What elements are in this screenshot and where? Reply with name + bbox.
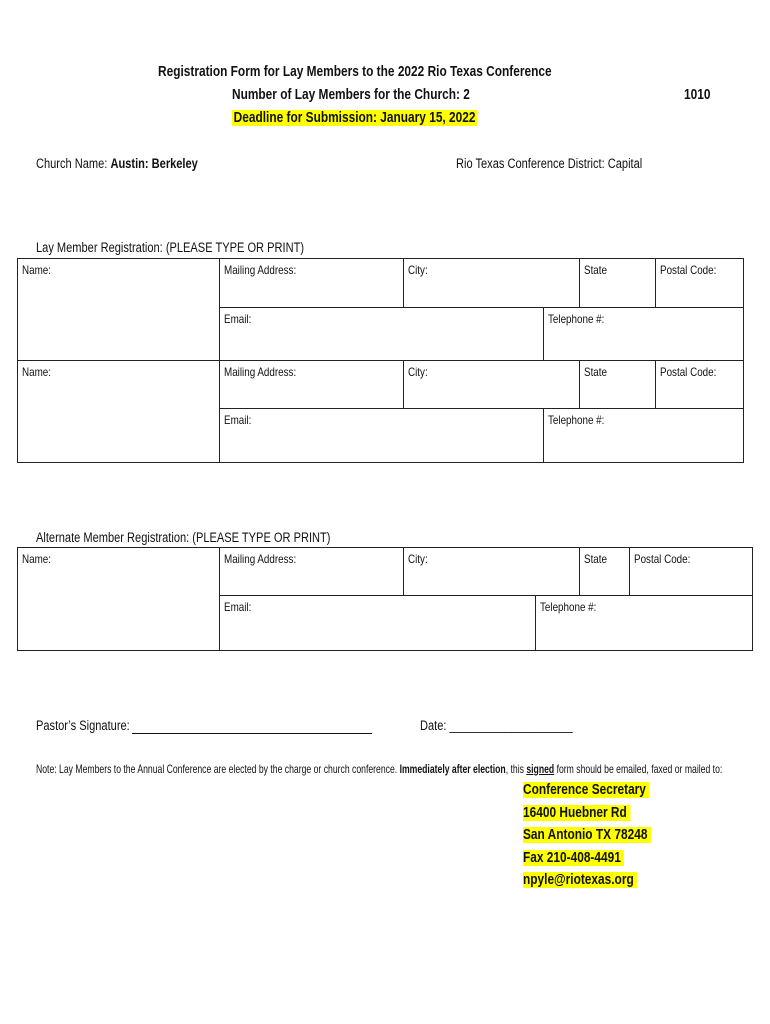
alternate-section-title: Alternate Member Registration: (PLEASE TYPE OR PRINT) [36, 530, 331, 545]
lay1-city-field[interactable]: City: [404, 259, 580, 308]
submission-note [36, 762, 722, 776]
note-suffix: form should be emailed, faxed or mailed to: [554, 762, 723, 776]
district-row [456, 156, 642, 171]
district-label: Rio Texas Conference District: [456, 156, 605, 171]
alt-mailing-field[interactable]: Mailing Address: [220, 548, 404, 596]
lay-section-title: Lay Member Registration: (PLEASE TYPE OR PRINT) [36, 240, 305, 255]
deadline: Deadline for Submission: January 15, 2022 [233, 110, 476, 126]
pastor-signature-label: Pastor’s Signature: [36, 718, 130, 733]
lay-member-count: Number of Lay Members for the Church: 2 [232, 87, 470, 103]
lay1-postal-field[interactable]: Postal Code: [656, 259, 744, 308]
contact-email[interactable]: npyle@riotexas.org [523, 872, 637, 888]
date-line[interactable]: ____________________ [449, 718, 573, 733]
note-bold: Immediately after election [399, 762, 506, 776]
lay1-email-field[interactable]: Email: [220, 308, 544, 361]
lay2-phone-field[interactable]: Telephone #: [544, 409, 744, 463]
lay1-state-field[interactable]: State [580, 259, 656, 308]
alt-city-field[interactable]: City: [404, 548, 580, 596]
alt-phone-field[interactable]: Telephone #: [536, 596, 753, 651]
form-number: 1010 [684, 87, 711, 103]
district-value: Capital [607, 156, 643, 171]
lay1-name-field[interactable]: Name: [18, 259, 220, 361]
church-name-value: Austin: Berkeley [110, 156, 198, 171]
date-row [420, 718, 573, 733]
alt-state-field[interactable]: State [580, 548, 630, 596]
lay1-phone-field[interactable]: Telephone #: [544, 308, 744, 361]
alternate-member-table [17, 547, 753, 651]
note-signed: signed [526, 762, 555, 776]
pastor-signature-line[interactable] [132, 733, 372, 734]
alt-email-field[interactable]: Email: [220, 596, 536, 651]
alt-name-field[interactable]: Name: [18, 548, 220, 651]
contact-fax: Fax 210-408-4491 [523, 850, 624, 866]
form-title: Registration Form for Lay Members to the 2022 Rio Texas Conference [158, 64, 552, 80]
church-name-label: Church Name: [36, 156, 108, 171]
lay2-state-field[interactable]: State [580, 361, 656, 409]
church-name-row [36, 156, 198, 171]
lay-member-table [17, 258, 744, 463]
lay2-email-field[interactable]: Email: [220, 409, 544, 463]
lay1-mailing-field[interactable]: Mailing Address: [220, 259, 404, 308]
date-label: Date: [420, 718, 447, 733]
contact-street: 16400 Huebner Rd [523, 805, 630, 821]
lay2-name-field[interactable]: Name: [18, 361, 220, 463]
lay2-postal-field[interactable]: Postal Code: [656, 361, 744, 409]
alt-postal-field[interactable]: Postal Code: [630, 548, 753, 596]
note-prefix: Note: Lay Members to the Annual Conference are elected by the charge or church conference. [36, 762, 400, 776]
contact-city: San Antonio TX 78248 [523, 827, 651, 843]
contact-title: Conference Secretary [523, 782, 649, 798]
contact-block [523, 779, 651, 892]
lay2-city-field[interactable]: City: [404, 361, 580, 409]
lay2-mailing-field[interactable]: Mailing Address: [220, 361, 404, 409]
note-mid: , this [505, 762, 527, 776]
